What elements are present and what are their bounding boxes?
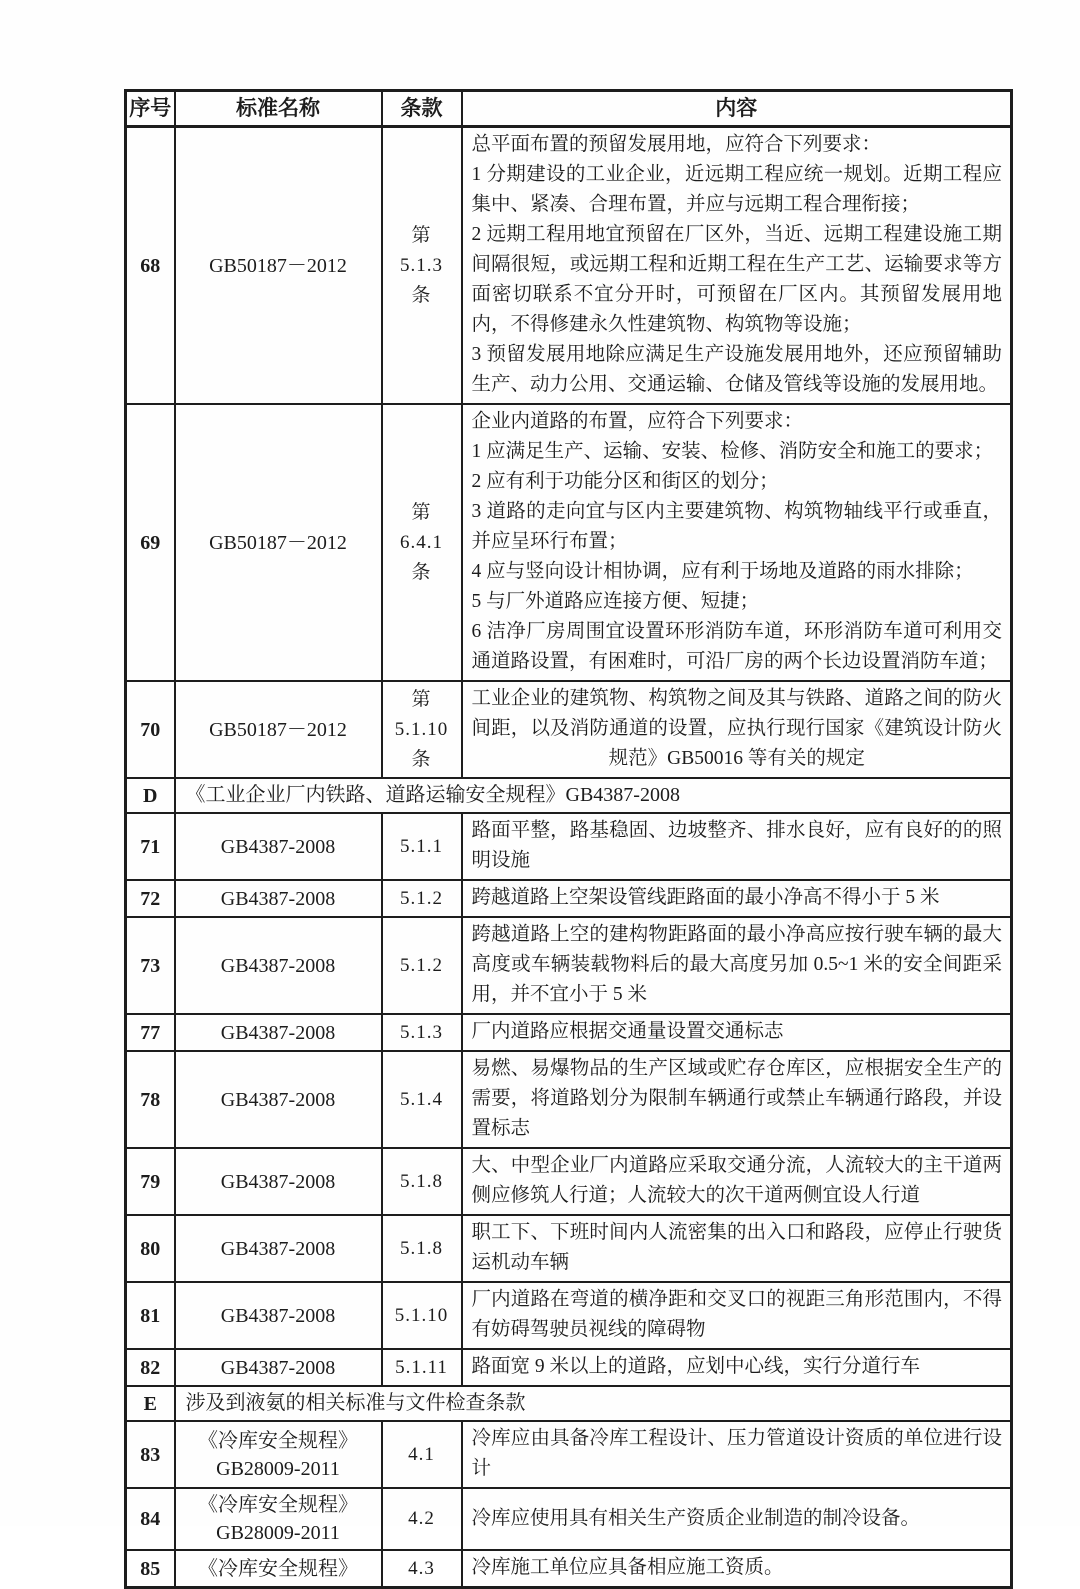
table-row: [126, 127, 1012, 405]
content-cell: [462, 1148, 1012, 1215]
clause-line: 5.1.3: [400, 254, 443, 276]
content-paragraph: 路面宽 9 米以上的道路，应划中心线，实行分道行车: [471, 1356, 921, 1377]
content-cell: [462, 1349, 1012, 1386]
clause-line: 第: [411, 688, 432, 710]
row-no-cell: 78: [126, 1051, 175, 1148]
content-paragraph: 工业企业的建筑物、构筑物之间及其与铁路、道路之间的防火间距，以及消防通道的设置，应执行现行国家《建筑设计防火规范》GB50016 等有关的规定: [471, 688, 1002, 769]
standard-name-line: GB4387-2008: [220, 1170, 336, 1193]
clause-line: 4.1: [408, 1443, 435, 1465]
content-cell: [462, 1282, 1012, 1349]
clause-cell: [382, 1282, 462, 1349]
section-title-cell: 涉及到液氨的相关标准与文件检查条款: [175, 1386, 1012, 1421]
clause-cell: [382, 1421, 462, 1488]
clause-cell: [382, 1488, 462, 1550]
clause-line: 4.3: [408, 1557, 435, 1579]
standard-name-line: 《冷库安全规程》: [198, 1494, 358, 1516]
row-no-cell: 68: [126, 127, 175, 405]
clause-cell: [382, 1014, 462, 1051]
row-no-cell: 73: [126, 917, 175, 1014]
standard-name-line: GB50187－2012: [209, 254, 347, 277]
col-header-standard-name: 标准名称: [175, 91, 382, 127]
standard-name-line: GB4387-2008: [220, 1237, 336, 1260]
standard-name-line: GB4387-2008: [220, 1088, 336, 1111]
row-no-cell: 84: [126, 1488, 175, 1550]
table-row: [126, 1282, 1012, 1349]
content-paragraph: 1 分期建设的工业企业，近远期工程应统一规划。近期工程应集中、紧凑、合理布置，并应与远期工程合理衔接；: [471, 164, 1002, 215]
table-row: [126, 1488, 1012, 1550]
clause-line: 条: [411, 284, 432, 306]
content-paragraph: 3 道路的走向宜与区内主要建筑物、构筑物轴线平行或垂直，并应呈环行布置；: [471, 501, 1002, 552]
standard-name-line: 《冷库安全规程》: [198, 1557, 358, 1580]
clause-cell: [382, 1148, 462, 1215]
content-paragraph: 企业内道路的布置，应符合下列要求：: [471, 411, 804, 432]
clause-line: 5.1.11: [395, 1356, 448, 1378]
standard-name-cell: [175, 1014, 382, 1051]
table-row: [126, 404, 1012, 681]
row-no-cell: 81: [126, 1282, 175, 1349]
content-paragraph: 冷库应由具备冷库工程设计、压力管道设计资质的单位进行设计: [471, 1428, 1002, 1479]
section-title-cell: 《工业企业厂内铁路、道路运输安全规程》GB4387-2008: [175, 778, 1012, 813]
standard-name-line: GB28009-2011: [216, 1457, 340, 1480]
content-cell: [462, 1014, 1012, 1051]
clause-cell: [382, 1215, 462, 1282]
clause-line: 第: [411, 501, 432, 523]
content-cell: [462, 1550, 1012, 1588]
col-header-content: 内容: [462, 91, 1012, 127]
content-paragraph: 2 远期工程用地宜预留在厂区外，当近、远期工程建设施工期间隔很短，或远期工程和近期工程在生产工艺、运输要求等方面密切联系不宜分开时，可预留在厂区内。其预留发展用地内，不得修建永久性建筑物、构筑物等设施；: [471, 224, 1002, 335]
col-header-clause: 条款: [382, 91, 462, 127]
clause-cell: [382, 404, 462, 681]
clause-line: 5.1.4: [400, 1088, 443, 1110]
clause-cell: [382, 1349, 462, 1386]
clause-line: 5.1.3: [400, 1021, 443, 1043]
clause-line: 5.1.1: [400, 835, 443, 857]
section-row: [126, 1386, 1012, 1421]
standard-name-cell: [175, 917, 382, 1014]
content-paragraph: 易燃、易爆物品的生产区域或贮存仓库区，应根据安全生产的需要，将道路划分为限制车辆通行或禁止车辆通行路段，并设置标志: [471, 1058, 1002, 1139]
standard-name-line: GB4387-2008: [220, 954, 336, 977]
clause-line: 6.4.1: [400, 531, 443, 553]
standard-name-line: 《冷库安全规程》: [198, 1429, 358, 1452]
table-row: [126, 1014, 1012, 1051]
standard-name-line: GB4387-2008: [220, 1021, 336, 1044]
row-no-cell: 77: [126, 1014, 175, 1051]
standard-name-cell: [175, 127, 382, 405]
standard-name-cell: [175, 880, 382, 917]
section-row: [126, 778, 1012, 813]
table-row: [126, 917, 1012, 1014]
table-row: [126, 1550, 1012, 1588]
col-header-no: 序号: [126, 91, 175, 127]
clause-line: 5.1.10: [394, 1304, 449, 1326]
standard-name-line: GB4387-2008: [220, 1304, 336, 1327]
content-paragraph: 职工下、下班时间内人流密集的出入口和路段，应停止行驶货运机动车辆: [471, 1222, 1002, 1273]
clause-cell: [382, 681, 462, 778]
row-no-cell: 85: [126, 1550, 175, 1588]
table-row: [126, 880, 1012, 917]
content-paragraph: 跨越道路上空架设管线距路面的最小净高不得小于 5 米: [471, 887, 940, 908]
standard-name-line: GB50187－2012: [209, 718, 347, 741]
row-no-cell: 72: [126, 880, 175, 917]
table-row: [126, 1349, 1012, 1386]
row-no-cell: E: [126, 1386, 175, 1421]
clause-line: 5.1.8: [400, 1237, 443, 1259]
content-paragraph: 6 洁净厂房周围宜设置环形消防车道，环形消防车道可利用交通道路设置，有困难时，可沿厂房的两个长边设置消防车道；: [471, 621, 1002, 672]
content-cell: [462, 1215, 1012, 1282]
row-no-cell: 82: [126, 1349, 175, 1386]
standard-name-line: GB4387-2008: [220, 1356, 336, 1379]
content-cell: [462, 1421, 1012, 1488]
standard-name-cell: [175, 404, 382, 681]
standard-name-line: GB4387-2008: [220, 835, 336, 858]
row-no-cell: 79: [126, 1148, 175, 1215]
content-paragraph: 厂内道路在弯道的横净距和交叉口的视距三角形范围内，不得有妨碍驾驶员视线的障碍物: [471, 1289, 1002, 1340]
content-cell: [462, 1051, 1012, 1148]
clause-line: 5.1.8: [400, 1170, 443, 1192]
standard-name-cell: [175, 1051, 382, 1148]
content-paragraph: 1 应满足生产、运输、安装、检修、消防安全和施工的要求；: [471, 441, 994, 462]
clause-cell: [382, 1550, 462, 1588]
table-row: [126, 681, 1012, 778]
content-cell: [462, 1488, 1012, 1550]
table-row: [126, 1215, 1012, 1282]
standard-name-cell: [175, 1215, 382, 1282]
standard-name-cell: [175, 1349, 382, 1386]
standard-name-cell: [175, 1488, 382, 1550]
content-cell: [462, 813, 1012, 880]
table-row: [126, 1051, 1012, 1148]
content-paragraph: 2 应有利于功能分区和街区的划分；: [471, 471, 779, 492]
clause-line: 条: [411, 748, 432, 770]
content-cell: [462, 917, 1012, 1014]
standard-name-cell: [175, 1421, 382, 1488]
row-no-cell: 70: [126, 681, 175, 778]
table-row: [126, 1421, 1012, 1488]
row-no-cell: 69: [126, 404, 175, 681]
standard-name-line: GB4387-2008: [220, 887, 336, 910]
clause-line: 条: [411, 561, 432, 583]
content-cell: [462, 404, 1012, 681]
row-no-cell: 80: [126, 1215, 175, 1282]
content-paragraph: 5 与厂外道路应连接方便、短捷；: [471, 591, 760, 612]
clause-cell: [382, 813, 462, 880]
standards-table: [124, 89, 1013, 1589]
clause-cell: [382, 917, 462, 1014]
clause-line: 5.1.2: [400, 954, 443, 976]
standard-name-cell: [175, 813, 382, 880]
content-paragraph: 路面平整，路基稳固、边坡整齐、排水良好，应有良好的的照明设施: [471, 820, 1002, 871]
standard-name-cell: [175, 1148, 382, 1215]
row-no-cell: 83: [126, 1421, 175, 1488]
content-paragraph: 厂内道路应根据交通量设置交通标志: [471, 1021, 784, 1042]
clause-line: 4.2: [408, 1508, 435, 1529]
content-paragraph: 4 应与竖向设计相协调，应有利于场地及道路的雨水排除；: [471, 561, 974, 582]
clause-cell: [382, 1051, 462, 1148]
standard-name-cell: [175, 681, 382, 778]
row-no-cell: D: [126, 778, 175, 813]
content-cell: [462, 880, 1012, 917]
content-paragraph: 跨越道路上空的建构物距路面的最小净高应按行驶车辆的最大高度或车辆装载物料后的最大高度另加 0.5~1 米的安全间距采用，并不宜小于 5 米: [471, 924, 1002, 1005]
content-paragraph: 大、中型企业厂内道路应采取交通分流，人流较大的主干道两侧应修筑人行道；人流较大的次干道两侧宜设人行道: [471, 1155, 1002, 1206]
content-paragraph: 总平面布置的预留发展用地，应符合下列要求：: [471, 134, 882, 155]
content-paragraph: 3 预留发展用地除应满足生产设施发展用地外，还应预留辅助生产、动力公用、交通运输、仓储及管线等设施的发展用地。: [471, 344, 1002, 395]
table-row: [126, 813, 1012, 880]
content-paragraph: 冷库施工单位应具备相应施工资质。: [471, 1557, 784, 1578]
clause-line: 第: [411, 224, 432, 246]
standard-name-cell: [175, 1550, 382, 1588]
table-row: [126, 1148, 1012, 1215]
clause-line: 5.1.2: [400, 887, 443, 909]
clause-cell: [382, 127, 462, 405]
row-no-cell: 71: [126, 813, 175, 880]
clause-cell: [382, 880, 462, 917]
header-row: [126, 91, 1012, 127]
standard-name-cell: [175, 1282, 382, 1349]
content-paragraph: 冷库应使用具有相关生产资质企业制造的制冷设备。: [471, 1507, 921, 1529]
content-cell: [462, 681, 1012, 778]
standard-name-line: GB28009-2011: [216, 1522, 340, 1544]
clause-line: 5.1.10: [394, 718, 449, 740]
content-cell: [462, 127, 1012, 405]
standard-name-line: GB50187－2012: [209, 531, 347, 554]
